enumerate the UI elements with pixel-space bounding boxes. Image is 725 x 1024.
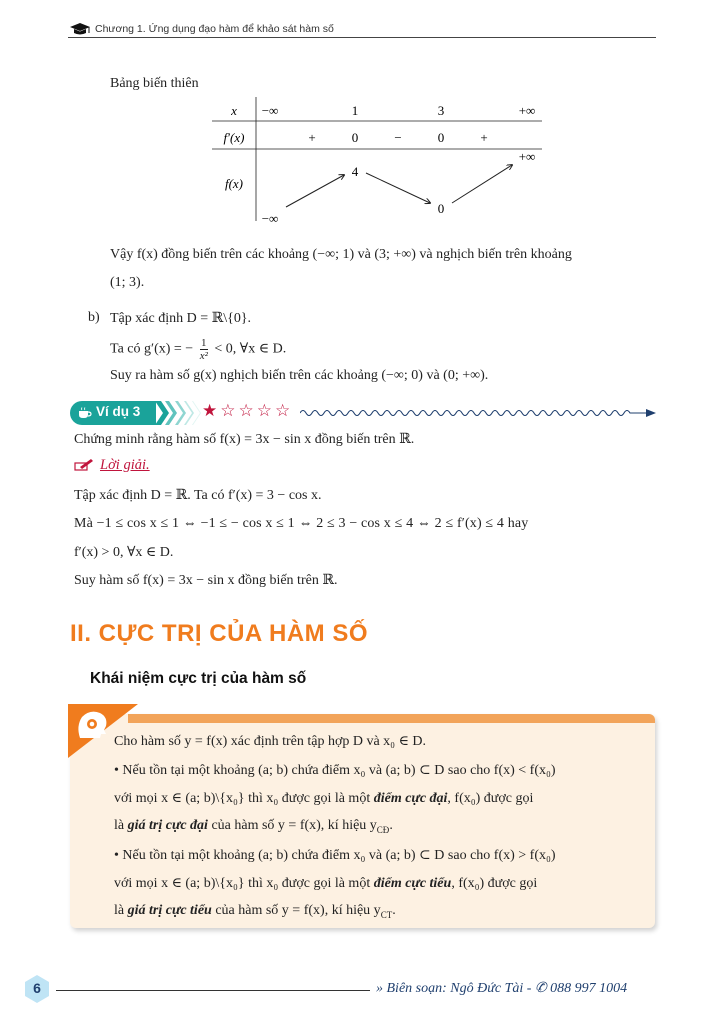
definition-line: • Nếu tồn tại một khoảng (a; b) chứa điểm x₀ và (a; b) ⊂ D sao cho f(x) < f(x₀) bbox=[114, 763, 556, 778]
fprime-sign: − bbox=[394, 130, 402, 145]
header-rule bbox=[68, 37, 656, 38]
definition-line: Cho hàm số y = f(x) xác định trên tập hợp D và x₀ ∈ D. bbox=[114, 734, 427, 749]
x-value: 1 bbox=[351, 103, 359, 118]
example-badge bbox=[70, 401, 156, 425]
fprime-sign: 0 bbox=[437, 130, 445, 145]
f-value-bottom-left: −∞ bbox=[261, 211, 279, 226]
term-max-value: giá trị cực đại bbox=[127, 818, 208, 833]
term-local-min: điểm cực tiểu bbox=[373, 876, 452, 891]
f-value-top-right: +∞ bbox=[518, 149, 536, 164]
example-label: Ví dụ 3 bbox=[96, 404, 141, 419]
solution-line: f′(x) > 0, ∀x ∈ D. bbox=[74, 545, 174, 560]
solution-label: Lời giải. bbox=[100, 457, 150, 473]
graduation-cap-icon bbox=[70, 22, 90, 36]
pencil-icon bbox=[74, 458, 94, 472]
increase-arrow bbox=[452, 165, 512, 203]
definition-line: với mọi x ∈ (a; b)\{x₀} thì x₀ được gọi là một điểm cực đại, f(x₀) được gọi bbox=[114, 791, 534, 806]
variation-table bbox=[212, 97, 542, 227]
page-number: 6 bbox=[33, 980, 41, 996]
part-a-conclusion-cont: (1; 3). bbox=[110, 275, 145, 290]
row-f-label: f(x) bbox=[224, 176, 244, 191]
author-credit: » Biên soạn: Ngô Đức Tài - ✆ 088 997 1004 bbox=[376, 981, 628, 996]
x-value: −∞ bbox=[261, 103, 279, 118]
coffee-icon bbox=[78, 407, 92, 419]
section-title: II. CỰC TRỊ CỦA HÀM SỐ bbox=[70, 620, 369, 647]
x-value: +∞ bbox=[518, 103, 536, 118]
difficulty-stars: ★☆☆☆☆ bbox=[202, 401, 294, 420]
increase-arrow bbox=[286, 175, 344, 207]
wavy-arrow-icon bbox=[300, 405, 656, 421]
solution-line: Suy hàm số f(x) = 3x − sin x đồng biến trên ℝ. bbox=[74, 573, 338, 588]
term-local-max: điểm cực đại bbox=[373, 791, 448, 806]
row-fprime-label: f′(x) bbox=[223, 130, 245, 145]
page-number-badge bbox=[22, 974, 52, 1004]
x-value: 3 bbox=[437, 103, 445, 118]
table-title: Bảng biến thiên bbox=[110, 76, 199, 91]
part-b-domain: Tập xác định D = ℝ\{0}. bbox=[110, 311, 252, 326]
part-b-conclusion: Suy ra hàm số g(x) nghịch biến trên các khoảng (−∞; 0) và (0; +∞). bbox=[110, 368, 489, 383]
definition-line: là giá trị cực đại của hàm số y = f(x), kí hiệu $y_{CĐ}$. bbox=[114, 818, 393, 835]
fraction-numerator: 1 bbox=[201, 337, 207, 349]
chevrons-icon bbox=[155, 401, 205, 425]
fprime-sign: 0 bbox=[351, 130, 359, 145]
section-subtitle: Khái niệm cực trị của hàm số bbox=[90, 670, 307, 687]
solution-line: Tập xác định D = ℝ. Ta có f′(x) = 3 − cos x. bbox=[74, 488, 322, 503]
part-b-label: b) bbox=[88, 310, 100, 325]
decrease-arrow bbox=[366, 173, 430, 203]
definition-line: • Nếu tồn tại một khoảng (a; b) chứa điểm x₀ và (a; b) ⊂ D sao cho f(x) > f(x₀) bbox=[114, 848, 556, 863]
fprime-sign: + bbox=[308, 130, 316, 145]
term-min-value: giá trị cực tiểu bbox=[127, 903, 212, 918]
example-prompt: Chứng minh rằng hàm số f(x) = 3x − sin x đồng biến trên ℝ. bbox=[74, 432, 415, 447]
solution-line: Mà −1 ≤ cos x ≤ 1 ⇔ −1 ≤ − cos x ≤ 1 ⇔ 2 ≤ 3 − cos x ≤ 4 ⇔ 2 ≤ f′(x) ≤ 4 hay bbox=[74, 516, 529, 531]
definition-line: với mọi x ∈ (a; b)\{x₀} thì x₀ được gọi là một điểm cực tiểu, f(x₀) được gọi bbox=[114, 876, 538, 891]
definition-box-top-bar bbox=[128, 714, 655, 723]
fprime-sign: + bbox=[480, 130, 488, 145]
row-x-label: x bbox=[231, 103, 237, 118]
f-value-trough: 0 bbox=[437, 201, 445, 216]
part-a-conclusion: Vậy f(x) đồng biến trên các khoảng (−∞; 1) và (3; +∞) và nghịch biến trên khoảng bbox=[110, 247, 572, 262]
chapter-header: Chương 1. Ứng dụng đạo hàm để khảo sát hàm số bbox=[95, 23, 334, 35]
f-value-peak: 4 bbox=[351, 164, 359, 179]
definition-line: là giá trị cực tiểu của hàm số y = f(x), kí hiệu $y_{CT}$. bbox=[114, 903, 396, 920]
fraction-denominator: x² bbox=[199, 350, 208, 362]
part-b-derivative: Ta có g′(x) = − $\frac{1}{\text{x²}}$ < 0, ∀x ∈ D. bbox=[110, 337, 287, 362]
footer-rule bbox=[56, 990, 370, 991]
